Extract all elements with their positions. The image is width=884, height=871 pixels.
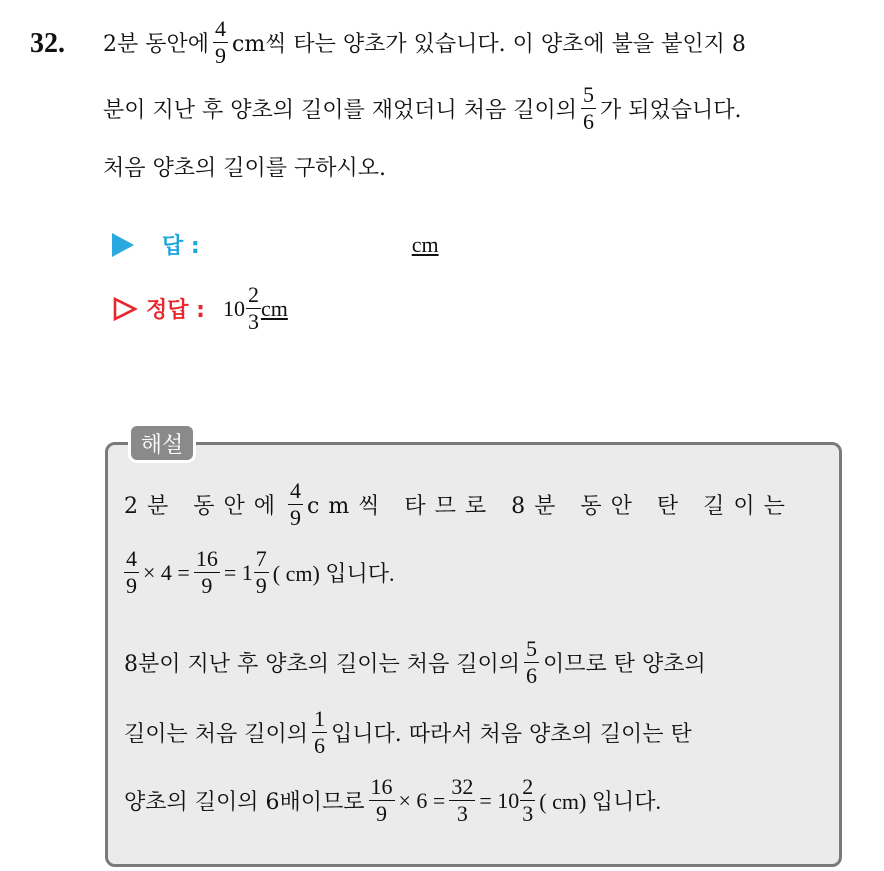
numerator: 4 bbox=[215, 16, 226, 41]
correct-answer-value bbox=[223, 284, 288, 333]
fraction bbox=[246, 284, 261, 333]
answer-unit: cm bbox=[411, 231, 439, 257]
solution-text: ( cm) 입니다. bbox=[539, 789, 662, 814]
solution-tag: 해설 bbox=[128, 423, 196, 463]
outline-triangle-icon bbox=[112, 296, 138, 322]
numerator: 4 bbox=[126, 546, 137, 571]
fraction bbox=[288, 480, 303, 529]
solution-text: cm씩 타므로 8분 동안 탄 길이는 bbox=[307, 494, 794, 519]
numerator: 4 bbox=[290, 478, 301, 503]
numerator: 1 bbox=[314, 706, 326, 731]
solution-text: 길이는 처음 길이의 bbox=[124, 722, 309, 747]
denominator: 3 bbox=[522, 801, 534, 826]
numerator: 16 bbox=[195, 546, 218, 571]
fraction bbox=[254, 548, 269, 597]
fraction bbox=[312, 708, 327, 757]
fraction bbox=[449, 776, 475, 825]
denominator: 3 bbox=[247, 309, 259, 334]
denominator: 9 bbox=[255, 573, 267, 598]
numerator: 5 bbox=[583, 82, 594, 107]
correct-answer-row bbox=[112, 284, 288, 333]
solution-text: = 10 bbox=[479, 787, 520, 813]
fraction bbox=[124, 548, 139, 597]
denominator: 3 bbox=[456, 801, 468, 826]
denominator: 9 bbox=[215, 43, 226, 68]
numerator: 5 bbox=[526, 636, 537, 661]
denominator: 9 bbox=[201, 573, 213, 598]
question-text: cm씩 타는 양초가 있습니다. 이 양초에 불을 붙인지 8 bbox=[232, 32, 746, 57]
denominator: 6 bbox=[314, 733, 326, 758]
solution-text: ( cm) 입니다. bbox=[272, 561, 395, 586]
correct-answer-label: 정답 : bbox=[146, 298, 205, 323]
denominator: 9 bbox=[126, 573, 137, 598]
question-text: 2분 동안에 bbox=[103, 32, 209, 57]
solution-text: × 6 = bbox=[398, 787, 446, 813]
solution-line-3 bbox=[124, 638, 706, 687]
solution-text: = 1 bbox=[223, 559, 253, 585]
numerator: 2 bbox=[522, 774, 534, 799]
numerator: 2 bbox=[247, 282, 259, 307]
solution-text: 이므로 탄 양초의 bbox=[543, 652, 706, 677]
solution-text: 양초의 길이의 6배이므로 bbox=[124, 790, 365, 815]
solution-line-2 bbox=[124, 548, 395, 597]
question-line-1 bbox=[103, 18, 746, 67]
denominator: 6 bbox=[583, 109, 594, 134]
answer-row bbox=[112, 229, 439, 260]
fraction bbox=[581, 84, 596, 133]
solution-line-1 bbox=[124, 480, 794, 529]
correct-answer-unit: cm bbox=[260, 295, 288, 321]
numerator: 7 bbox=[255, 546, 267, 571]
play-triangle-icon bbox=[112, 233, 134, 257]
solution-line-4 bbox=[124, 708, 692, 757]
solution-text: × 4 = bbox=[143, 559, 190, 585]
fraction bbox=[369, 776, 395, 825]
question-number: 32. bbox=[30, 28, 65, 59]
question-line-3 bbox=[103, 151, 386, 182]
denominator: 9 bbox=[290, 505, 301, 530]
whole-part: 10 bbox=[222, 295, 245, 321]
denominator: 6 bbox=[526, 663, 537, 688]
solution-text: 2분 동안에 bbox=[124, 494, 284, 519]
question-text: 처음 양초의 길이를 구하시오. bbox=[103, 156, 386, 181]
numerator: 16 bbox=[370, 774, 393, 799]
solution-line-5 bbox=[124, 776, 661, 825]
numerator: 32 bbox=[451, 774, 474, 799]
solution-text: 8분이 지난 후 양초의 길이는 처음 길이의 bbox=[124, 652, 520, 677]
question-text: 분이 지난 후 양초의 길이를 재었더니 처음 길이의 bbox=[103, 98, 577, 123]
question-line-2 bbox=[103, 84, 742, 133]
fraction bbox=[520, 776, 535, 825]
denominator: 9 bbox=[376, 801, 388, 826]
solution-text: 입니다. 따라서 처음 양초의 길이는 탄 bbox=[331, 722, 692, 747]
fraction bbox=[524, 638, 539, 687]
fraction bbox=[194, 548, 220, 597]
question-text: 가 되었습니다. bbox=[600, 98, 742, 123]
answer-label: 답 : bbox=[162, 234, 200, 259]
fraction bbox=[213, 18, 228, 67]
